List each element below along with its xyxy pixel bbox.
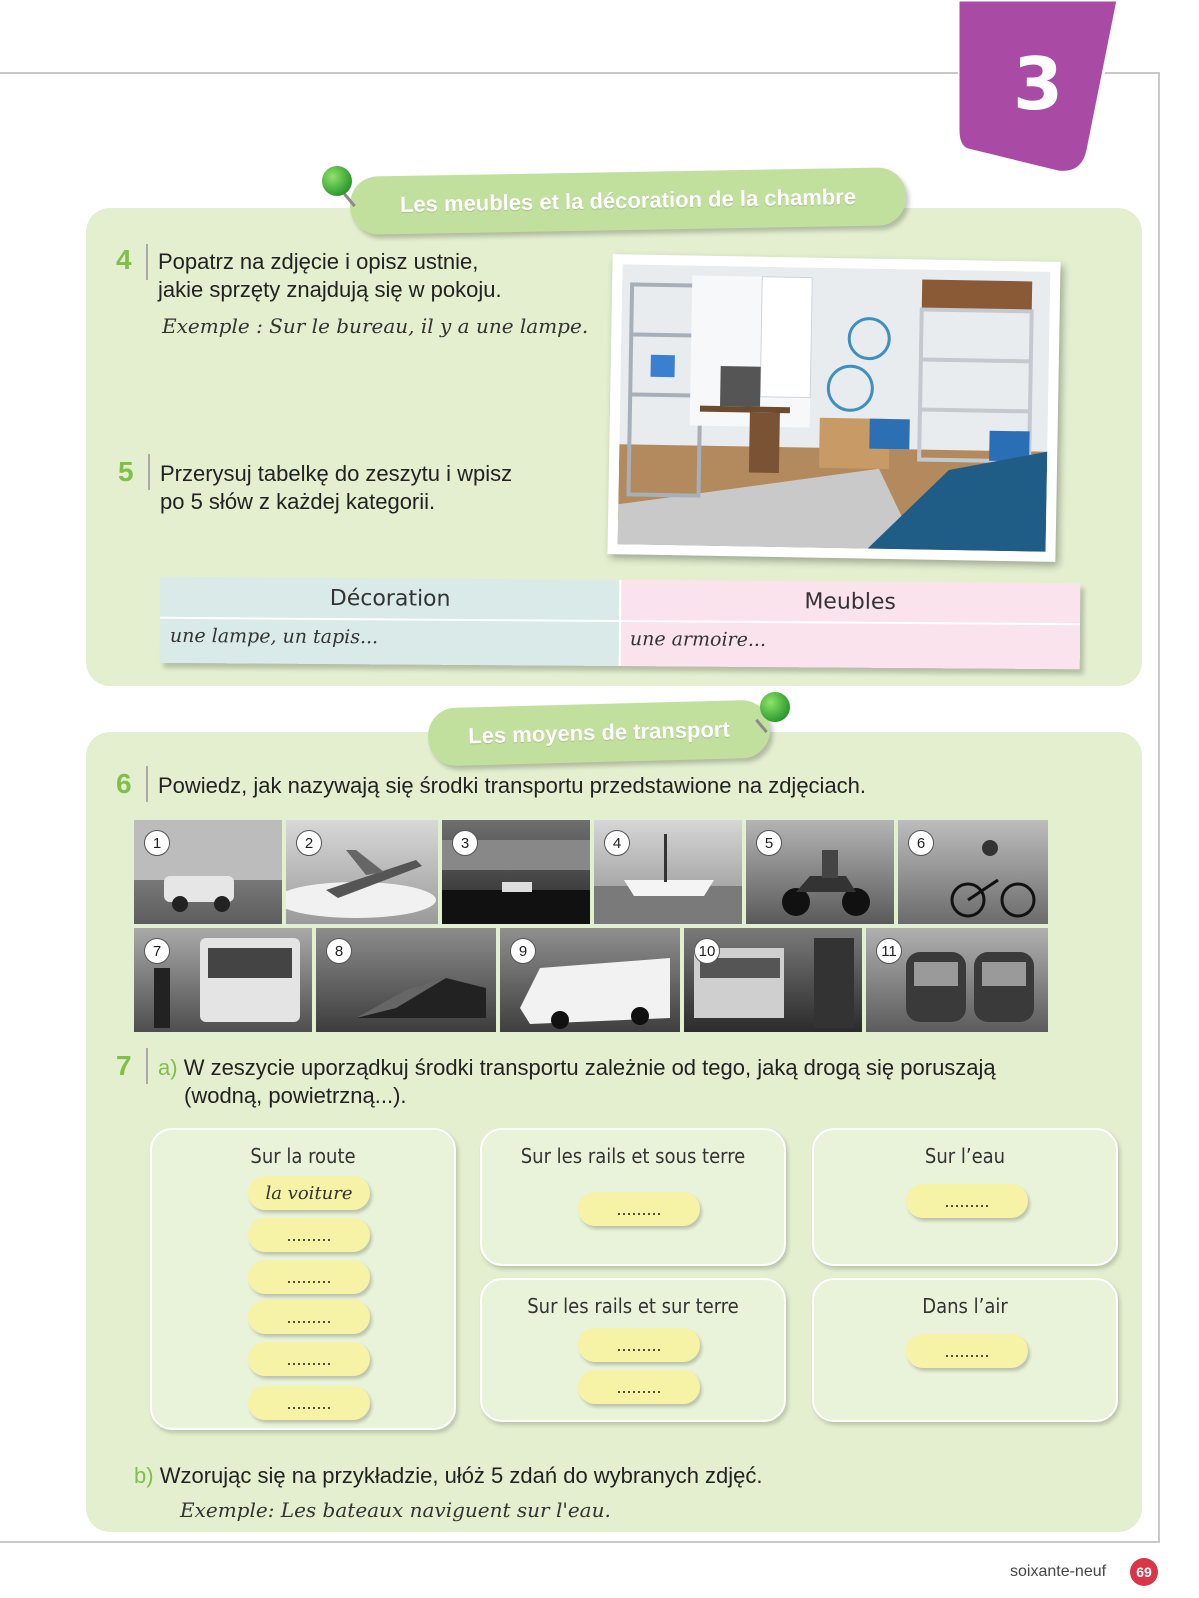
answer-pill: ......... <box>578 1192 700 1226</box>
page-footer-text: soixante-neuf <box>1010 1563 1107 1580</box>
page-frame-right <box>1158 72 1160 1542</box>
exercise-7b-instruction: b) Wzorując się na przykładzie, ułóż 5 zdań do wybranych zdjęć. <box>134 1463 763 1488</box>
exercise-4-instruction: Popatrz na zdjęcie i opisz ustnie, jakie sprzęty znajdują się w pokoju. <box>158 249 502 302</box>
answer-pill: ......... <box>906 1334 1028 1368</box>
section-banner-transport <box>427 700 770 767</box>
banner-title: Les meubles et la décoration de la chambre <box>399 184 857 217</box>
exercise-7b-example: Exemple: Les bateaux naviguent sur l'eau. <box>180 1498 611 1522</box>
transport-photo-taxi <box>442 820 590 924</box>
transport-photo-metro <box>684 928 862 1032</box>
exercise-divider <box>146 766 148 802</box>
table-header: Meubles <box>620 580 1080 625</box>
transport-photo-bus <box>134 928 312 1032</box>
photo-number: 9 <box>510 938 536 964</box>
transport-photo-tram <box>866 928 1048 1032</box>
exercise-divider <box>146 1048 148 1084</box>
pushpin-icon <box>322 166 352 196</box>
photo-number: 4 <box>604 830 630 856</box>
answer-pill: la voiture <box>248 1176 370 1210</box>
pushpin-icon <box>760 692 790 722</box>
answer-pill: ......... <box>578 1328 700 1362</box>
answer-pill: ......... <box>248 1218 370 1252</box>
table-column-decoration <box>160 577 621 666</box>
table-column-furniture <box>620 580 1081 669</box>
transport-photo-plane <box>286 820 438 924</box>
exercise-4-example: Exemple : Sur le bureau, il y a une lampe. <box>162 314 589 338</box>
transport-photo-boat <box>594 820 742 924</box>
transport-photo-highspeed-train <box>316 928 496 1032</box>
answer-pill: ......... <box>578 1370 700 1404</box>
box-title: Sur les rails et sur terre <box>527 1294 739 1318</box>
answer-pill: ......... <box>906 1184 1028 1218</box>
photo-number: 11 <box>876 938 902 964</box>
table-header: Décoration <box>160 577 620 622</box>
section-banner-furniture <box>350 167 907 235</box>
box-title: Sur la route <box>250 1144 356 1168</box>
answer-pill: ......... <box>248 1300 370 1334</box>
exercise-number: 4 <box>116 244 132 275</box>
table-cell: une lampe, un tapis... <box>169 624 379 649</box>
transport-photo-car <box>134 820 282 924</box>
box-title: Sur les rails et sous terre <box>520 1144 746 1168</box>
box-title: Dans l’air <box>922 1294 1008 1318</box>
banner-title: Les moyens de transport <box>467 716 731 749</box>
page-number: 69 <box>1130 1558 1158 1586</box>
exercise-divider <box>148 454 150 490</box>
exercise-number: 6 <box>116 768 132 799</box>
photo-number: 10 <box>694 938 720 964</box>
bedroom-image-icon <box>618 264 1051 551</box>
answer-pill: ......... <box>248 1386 370 1420</box>
box-title: Sur l’eau <box>924 1144 1006 1168</box>
answer-pill: ......... <box>248 1260 370 1294</box>
exercise-6-instruction: Powiedz, jak nazywają się środki transportu przedstawione na zdjęciach. <box>158 773 867 798</box>
answer-pill: ......... <box>248 1342 370 1376</box>
exercise-number: 5 <box>118 456 134 487</box>
photo-number: 3 <box>452 830 478 856</box>
transport-photo-bicycle <box>898 820 1048 924</box>
chapter-number: 3 <box>1012 42 1064 126</box>
page-frame-bottom <box>0 1541 1160 1543</box>
exercise-5-instruction: Przerysuj tabelkę do zeszytu i wpisz po 5 słów z każdej kategorii. <box>160 461 513 514</box>
transport-photo-coach <box>500 928 680 1032</box>
bedroom-photo <box>607 254 1060 562</box>
exercise-7a-instruction: a) W zeszycie uporządkuj środki transportu zależnie od tego, jaką drogą się poruszają (wodną, powietrzną...). <box>158 1055 996 1108</box>
photo-number: 8 <box>326 938 352 964</box>
exercise-number: 7 <box>116 1050 132 1081</box>
vocabulary-table <box>160 577 1081 669</box>
photo-number: 5 <box>756 830 782 856</box>
exercise-divider <box>146 244 148 280</box>
table-cell: une armoire... <box>629 628 767 652</box>
photo-number: 7 <box>144 938 170 964</box>
transport-photo-motorbike <box>746 820 894 924</box>
photo-number: 1 <box>144 830 170 856</box>
photo-number: 2 <box>296 830 322 856</box>
photo-number: 6 <box>908 830 934 856</box>
